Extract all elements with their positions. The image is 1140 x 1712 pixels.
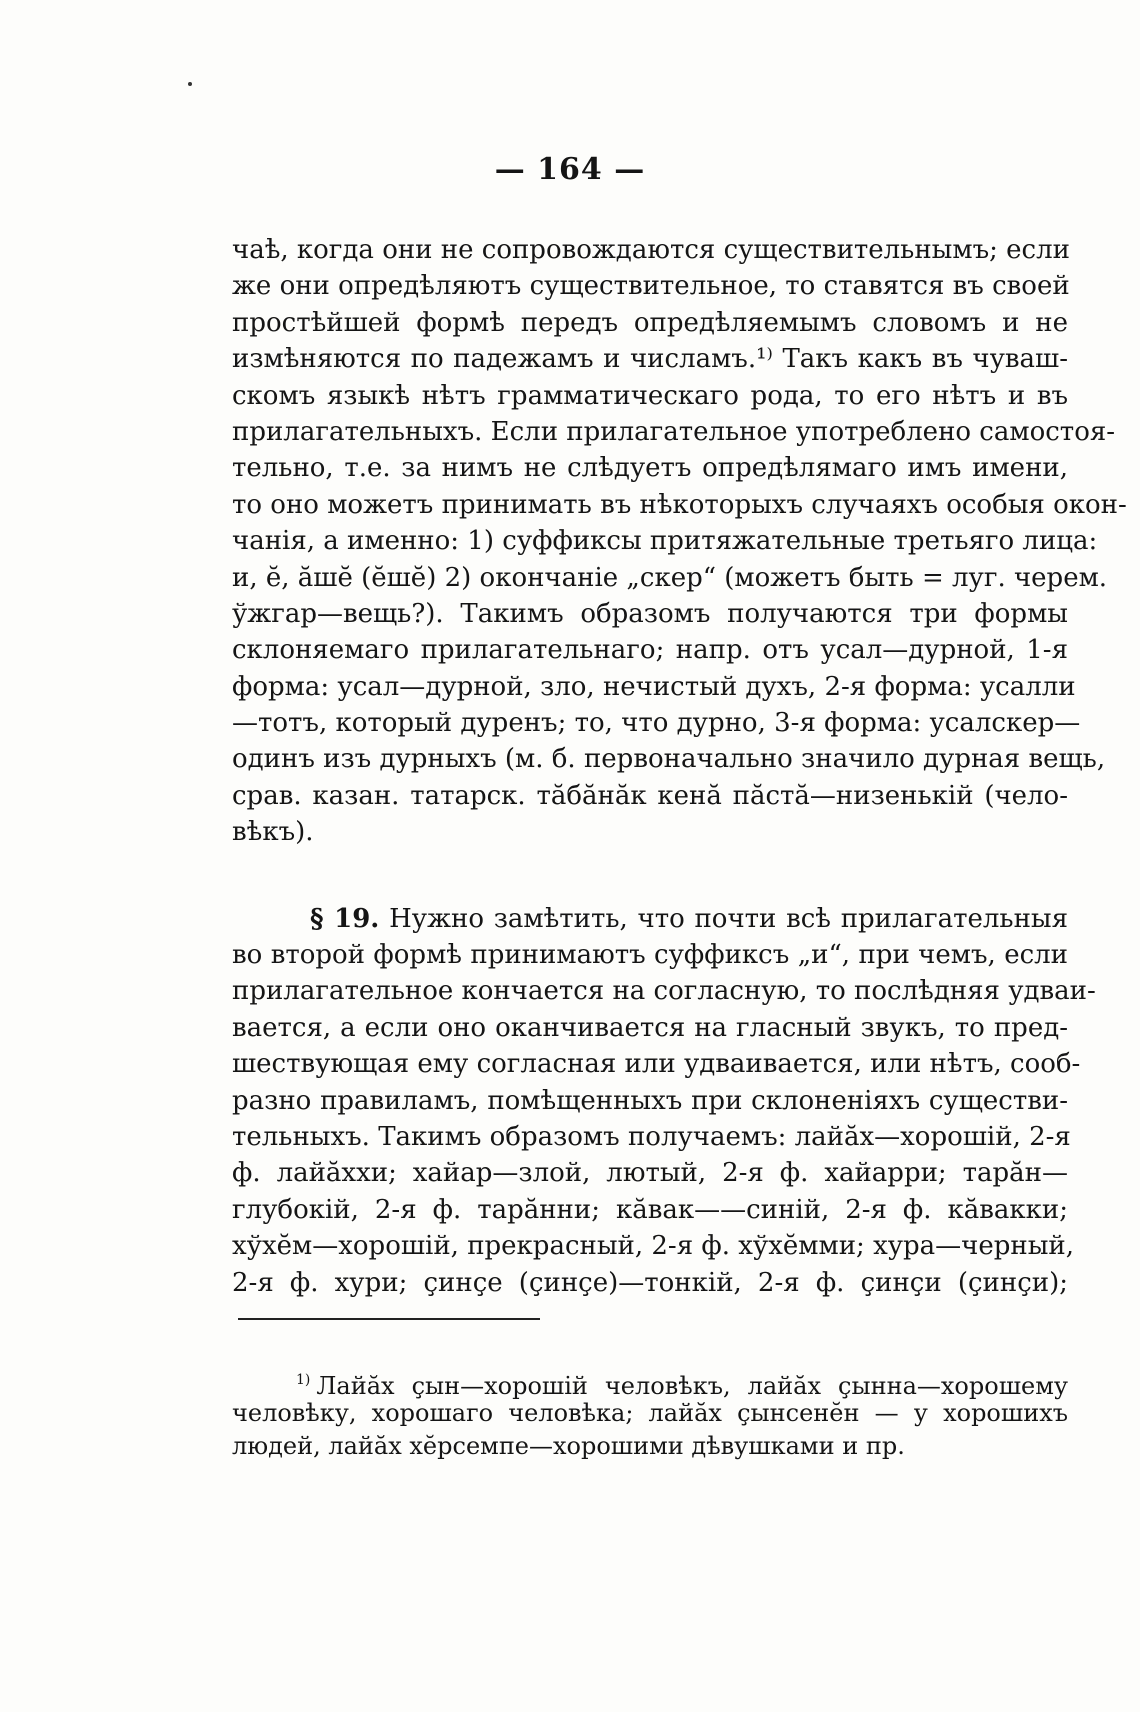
text-line: склоняемаго прилагательнаго; напр. отъ усал—дурной, 1-я [232, 635, 1068, 666]
section-line: ф. лайăххи; хайар—злой, лютый, 2-я ф. хайарри; тарăн— [232, 1158, 1068, 1189]
text-line: —тотъ, который дуренъ; то, что дурно, 3-я форма: усалскер— [232, 708, 1081, 739]
section-line: во второй формѣ принимаютъ суффиксъ „и“, при чемъ, если [232, 940, 1068, 971]
body-text [232, 232, 1127, 1301]
section-first-line [232, 901, 1068, 937]
section-line: глубокій, 2-я ф. тарăнни; кăвак——синій, 2-я ф. кăвакки; [232, 1194, 1068, 1225]
footnote-line: людей, лайăх хĕрсемпе—хорошими дѣвушками и пр. [232, 1432, 905, 1460]
page-number: — 164 — [494, 152, 646, 187]
footnote-marker: 1) [296, 1372, 311, 1388]
section-line: прилагательное кончается на согласную, то послѣдняя удваи- [232, 976, 1096, 1007]
text-line: вѣкъ). [232, 817, 314, 848]
text-line: одинъ изъ дурныхъ (м. б. первоначально значило дурная вещь, [232, 744, 1106, 775]
footnote-first-line [232, 1364, 1068, 1400]
footnote-line-text: Лайăх ҫын—хорошій человѣкъ, лайăх ҫынна—хорошему [316, 1372, 1068, 1400]
section-line: 2-я ф. хури; ҫинçе (ҫинҫе)—тонкій, 2-я ф. ҫинçи (ҫинҫи); [232, 1267, 1068, 1298]
section-mark: § 19. [310, 903, 380, 934]
text-line: ўжгар—вещь?). Такимъ образомъ получаются три формы [232, 598, 1068, 629]
section-line: тельныхъ. Такимъ образомъ получаемъ: лайăх—хорошій, 2-я [232, 1121, 1071, 1152]
text-line: и, ĕ, ăшĕ (ĕшĕ) 2) окончаніе „скер“ (можетъ быть = луг. черем. [232, 562, 1108, 593]
page-speck [188, 82, 192, 86]
text-line: чаѣ, когда они не сопровождаются существительнымъ; если [232, 235, 1070, 265]
text-line: скомъ языкѣ нѣтъ грамматическаго рода, то его нѣтъ и въ [232, 380, 1068, 411]
text-line: простѣйшей формѣ передъ опредѣляемымъ словомъ и не [232, 307, 1068, 338]
text-line: чанія, а именно: 1) суффиксы притяжательные третьяго лица: [232, 526, 1098, 557]
section-line: вается, а если оно оканчивается на гласный звукъ, то пред- [232, 1012, 1068, 1043]
footnote-rule [238, 1318, 540, 1320]
text-line: тельно, т.е. за нимъ не слѣдуетъ опредѣлямаго имъ имени, [232, 453, 1068, 484]
text-line: то оно можетъ принимать въ нѣкоторыхъ случаяхъ особыя окон- [232, 489, 1127, 520]
section-line: хўхĕм—хорошій, прекрасный, 2-я ф. хўхĕмми; хура—черный, [232, 1231, 1075, 1262]
text-line: форма: усал—дурной, зло, нечистый духъ, 2-я форма: усалли [232, 671, 1076, 702]
section-line: шествующая ему согласная или удваивается, или нѣтъ, сооб- [232, 1049, 1081, 1080]
text-line: измѣняются по падежамъ и числамъ.¹⁾ Такъ какъ въ чуваш- [232, 344, 1068, 375]
text-line: срав. казан. татарск. тăбăнăк кенă пăстă—низенькій (чело- [232, 780, 1068, 811]
section-line-text: Нужно замѣтить, что почти всѣ прилагательныя [389, 903, 1068, 934]
text-line: прилагательныхъ. Если прилагательное употреблено самостоя- [232, 416, 1116, 447]
text-line: же они опредѣляютъ существительное, то ставятся въ своей [232, 271, 1070, 302]
footnote-line: человѣку, хорошаго человѣка; лайăх ҫынсенĕн — у хорошихъ [232, 1399, 1068, 1427]
footnote [232, 1364, 1068, 1463]
section-line: разно правиламъ, помѣщенныхъ при склоненіяхъ существи- [232, 1085, 1068, 1116]
